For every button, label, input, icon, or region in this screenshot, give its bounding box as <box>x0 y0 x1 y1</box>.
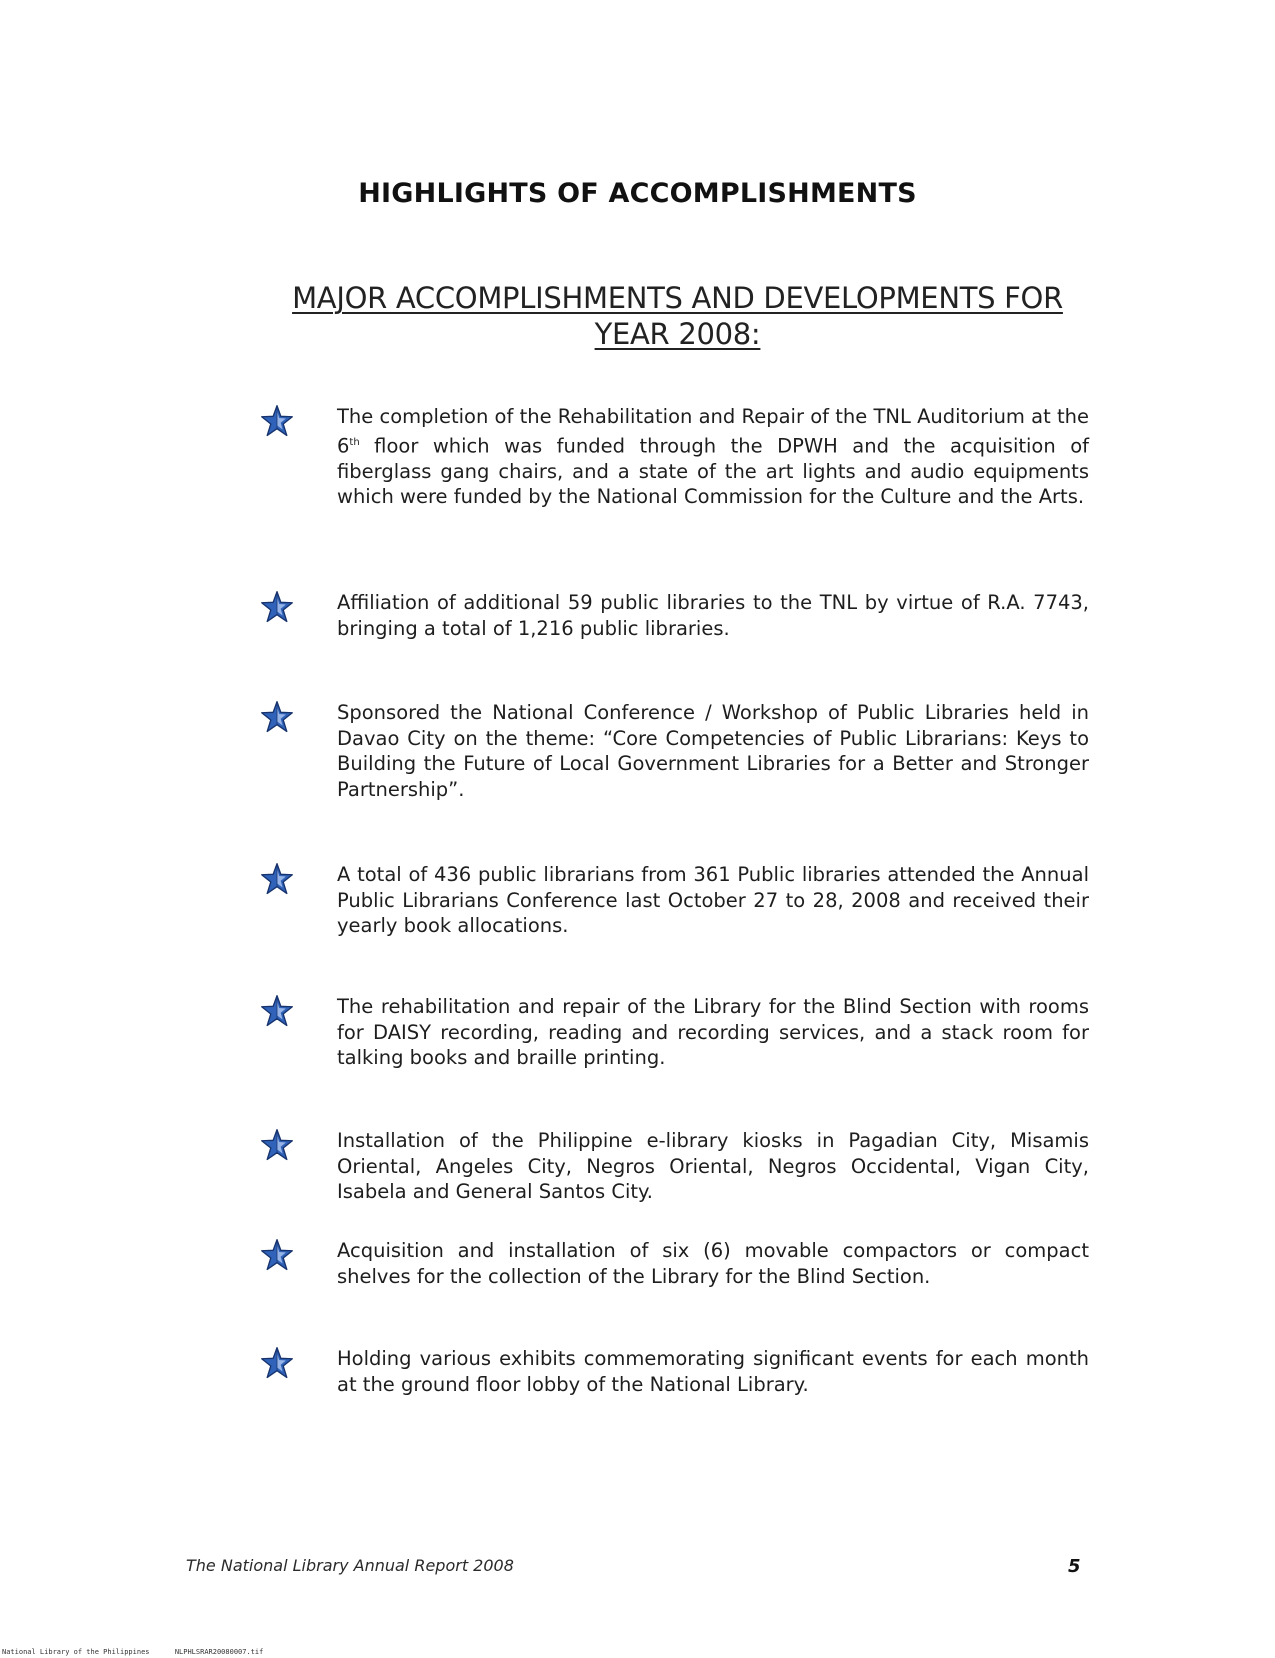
scan-file: NLPHLSRAR20080007.tif <box>174 1648 264 1656</box>
accomplishment-text: The completion of the Rehabilitation and Repair of the TNL Auditorium at the 6th floor which was funded through the DPWH and the acquisition of fiberglass gang chairs, and a state of the art lights and audio equipments which were funded by the National Commission for the Culture and the Arts. <box>337 405 1089 508</box>
footer-report-title: The National Library Annual Report 2008 <box>186 1556 514 1575</box>
section-heading-line1: MAJOR ACCOMPLISHMENTS AND DEVELOPMENTS FOR <box>292 281 1063 315</box>
section-heading-line2: YEAR 2008: <box>594 317 761 351</box>
accomplishment-text: Installation of the Philippine e-library kiosks in Pagadian City, Misamis Oriental, Angeles City, Negros Oriental, Negros Occidental, Vigan City, Isabela and General Santos City. <box>337 1129 1089 1203</box>
page-number: 5 <box>1068 1556 1081 1577</box>
accomplishment-text: Holding various exhibits commemorating significant events for each month at the ground floor lobby of the National Library. <box>337 1347 1089 1396</box>
page-title: HIGHLIGHTS OF ACCOMPLISHMENTS <box>358 178 917 209</box>
star-bullet-icon <box>260 994 294 1028</box>
ordinal-suffix: th <box>349 436 360 448</box>
star-bullet-icon <box>260 404 294 438</box>
scan-source: National Library of the Philippines <box>2 1648 150 1656</box>
section-heading <box>240 280 1115 352</box>
accomplishment-text: Acquisition and installation of six (6) movable compactors or compact shelves for the collection of the Library for the Blind Section. <box>337 1239 1089 1288</box>
star-bullet-icon <box>260 1128 294 1162</box>
star-bullet-icon <box>260 1346 294 1380</box>
accomplishment-text: A total of 436 public librarians from 361 Public libraries attended the Annual Public Librarians Conference last October 27 to 28, 2008 and received their yearly book allocations. <box>337 863 1089 937</box>
star-bullet-icon <box>260 700 294 734</box>
scan-caption <box>2 1648 263 1656</box>
accomplishment-text: Affiliation of additional 59 public libraries to the TNL by virtue of R.A. 7743, bringing a total of 1,216 public libraries. <box>337 591 1089 640</box>
accomplishment-text: Sponsored the National Conference / Workshop of Public Libraries held in Davao City on the theme: “Core Competencies of Public Librarians: Keys to Building the Future of Local Government Libraries for a Better and Stronger Partnership”. <box>337 701 1089 801</box>
accomplishment-text: The rehabilitation and repair of the Library for the Blind Section with rooms for DAISY recording, reading and recording services, and a stack room for talking books and braille printing. <box>337 995 1089 1069</box>
star-bullet-icon <box>260 1238 294 1272</box>
star-bullet-icon <box>260 862 294 896</box>
star-bullet-icon <box>260 590 294 624</box>
